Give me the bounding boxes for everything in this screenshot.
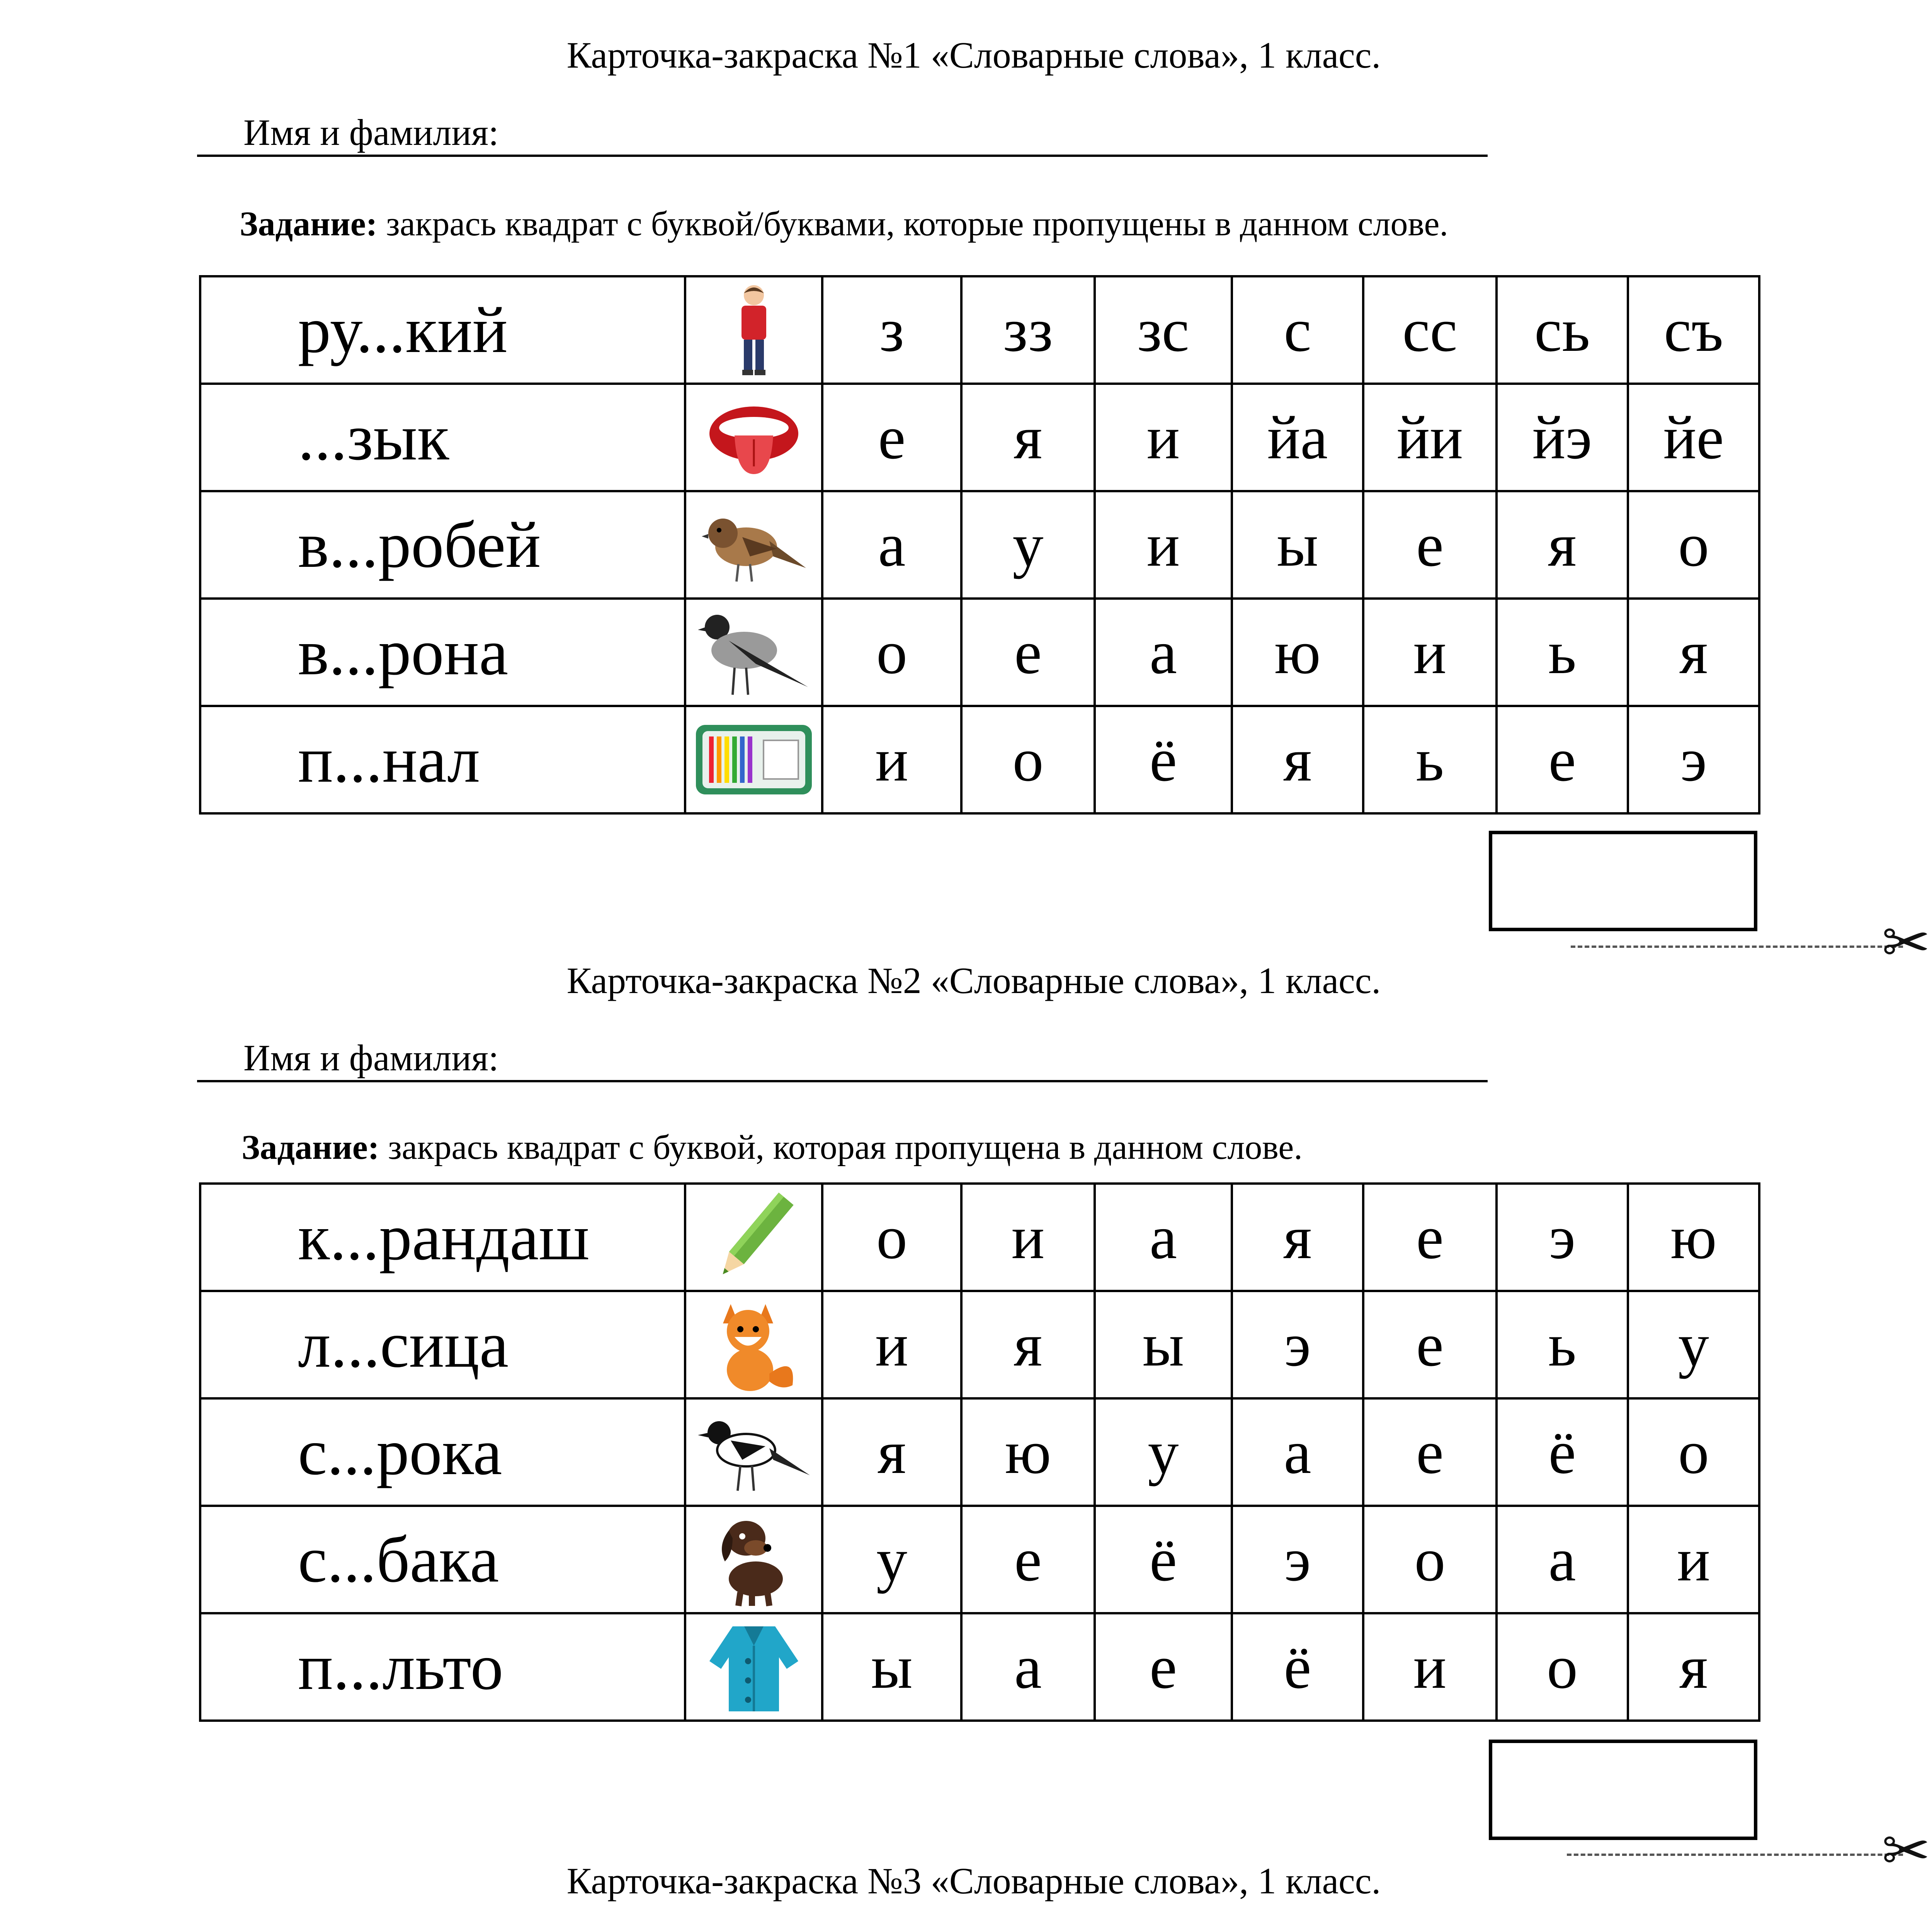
letter-option-cell[interactable]: а [822, 491, 961, 599]
letter-option-cell[interactable]: зз [961, 276, 1095, 384]
card-title: Карточка-закраска №3 «Словарные слова», 1 класс. [566, 1860, 1381, 1901]
letter-option-cell[interactable]: у [961, 491, 1095, 599]
scissors-icon: ✂ [1882, 909, 1930, 976]
letter-option-cell[interactable]: я [1628, 1613, 1759, 1721]
letter-option-cell[interactable]: я [822, 1398, 961, 1506]
letter-option-cell[interactable]: ь [1497, 1291, 1628, 1398]
letter-option-cell[interactable]: е [1095, 1613, 1232, 1721]
task-instruction [240, 207, 1448, 242]
word-table [199, 275, 1760, 815]
letter-option-cell[interactable]: з [822, 276, 961, 384]
pencil-icon [685, 1184, 822, 1291]
letter-option-cell[interactable]: ь [1497, 599, 1628, 706]
word-cell: л...сица [200, 1291, 685, 1398]
table-row [200, 384, 1759, 491]
sparrow-icon [685, 491, 822, 599]
letter-option-cell[interactable]: э [1232, 1291, 1363, 1398]
table-row [200, 276, 1759, 384]
letter-option-cell[interactable]: е [1363, 1184, 1497, 1291]
letter-option-cell[interactable]: ю [961, 1398, 1095, 1506]
cut-line [1567, 1854, 1903, 1856]
letter-option-cell[interactable]: ё [1232, 1613, 1363, 1721]
name-label: Имя и фамилия: [243, 112, 499, 153]
letter-option-cell[interactable]: о [1363, 1506, 1497, 1613]
letter-option-cell[interactable]: у [1628, 1291, 1759, 1398]
task-label: Задание: [240, 205, 378, 243]
letter-option-cell[interactable]: е [961, 599, 1095, 706]
word-cell: с...бака [200, 1506, 685, 1613]
letter-option-cell[interactable]: я [1497, 491, 1628, 599]
boy-icon [685, 276, 822, 384]
task-instruction [242, 1130, 1303, 1165]
letter-option-cell[interactable]: е [1363, 1291, 1497, 1398]
magpie-icon [685, 1398, 822, 1506]
letter-option-cell[interactable]: ё [1095, 706, 1232, 813]
letter-option-cell[interactable]: э [1628, 706, 1759, 813]
table-row [200, 491, 1759, 599]
word-cell: п...льто [200, 1613, 685, 1721]
letter-option-cell[interactable]: я [961, 1291, 1095, 1398]
letter-option-cell[interactable]: с [1232, 276, 1363, 384]
cut-line [1571, 946, 1903, 948]
letter-option-cell[interactable]: о [1628, 491, 1759, 599]
dog-icon [685, 1506, 822, 1613]
letter-option-cell[interactable]: е [961, 1506, 1095, 1613]
task-label: Задание: [242, 1128, 379, 1167]
name-field[interactable] [197, 1039, 1488, 1082]
letter-option-cell[interactable]: йе [1628, 384, 1759, 491]
letter-option-cell[interactable]: у [1095, 1398, 1232, 1506]
letter-option-cell[interactable]: съ [1628, 276, 1759, 384]
word-cell: п...нал [200, 706, 685, 813]
score-box[interactable] [1489, 831, 1757, 931]
pencil-case-icon [685, 706, 822, 813]
letter-option-cell[interactable]: зс [1095, 276, 1232, 384]
letter-option-cell[interactable]: а [1095, 1184, 1232, 1291]
letter-option-cell[interactable]: ё [1497, 1398, 1628, 1506]
letter-option-cell[interactable]: е [822, 384, 961, 491]
letter-option-cell[interactable]: сс [1363, 276, 1497, 384]
letter-option-cell[interactable]: а [1232, 1398, 1363, 1506]
letter-option-cell[interactable]: о [1628, 1398, 1759, 1506]
letter-option-cell[interactable]: я [961, 384, 1095, 491]
score-box[interactable] [1489, 1740, 1757, 1840]
letter-option-cell[interactable]: ы [1232, 491, 1363, 599]
letter-option-cell[interactable]: и [1095, 491, 1232, 599]
name-field[interactable] [197, 114, 1488, 157]
letter-option-cell[interactable]: о [1497, 1613, 1628, 1721]
letter-option-cell[interactable]: ё [1095, 1506, 1232, 1613]
fox-icon [685, 1291, 822, 1398]
letter-option-cell[interactable]: и [1363, 1613, 1497, 1721]
table-row [200, 599, 1759, 706]
letter-option-cell[interactable]: сь [1497, 276, 1628, 384]
word-cell: ру...кий [200, 276, 685, 384]
letter-option-cell[interactable]: я [1232, 706, 1363, 813]
letter-option-cell[interactable]: о [961, 706, 1095, 813]
letter-option-cell[interactable]: и [961, 1184, 1095, 1291]
letter-option-cell[interactable]: я [1628, 599, 1759, 706]
letter-option-cell[interactable]: ы [822, 1613, 961, 1721]
letter-option-cell[interactable]: о [822, 599, 961, 706]
table-row [200, 1291, 1759, 1398]
table-row [200, 1506, 1759, 1613]
letter-option-cell[interactable]: и [1628, 1506, 1759, 1613]
letter-option-cell[interactable]: и [822, 1291, 961, 1398]
letter-option-cell[interactable]: о [822, 1184, 961, 1291]
word-cell: с...рока [200, 1398, 685, 1506]
letter-option-cell[interactable]: ы [1095, 1291, 1232, 1398]
letter-option-cell[interactable]: и [1095, 384, 1232, 491]
word-cell: в...рона [200, 599, 685, 706]
letter-option-cell[interactable]: е [1497, 706, 1628, 813]
letter-option-cell[interactable]: ю [1628, 1184, 1759, 1291]
card-title: Карточка-закраска №2 «Словарные слова», 1 класс. [566, 960, 1381, 1001]
letter-option-cell[interactable]: е [1363, 491, 1497, 599]
letter-option-cell[interactable]: йа [1232, 384, 1363, 491]
letter-option-cell[interactable]: йи [1363, 384, 1497, 491]
word-cell: ...зык [200, 384, 685, 491]
tongue-icon [685, 384, 822, 491]
letter-option-cell[interactable]: е [1363, 1398, 1497, 1506]
task-text: закрась квадрат с буквой, которая пропущена в данном слове. [379, 1128, 1303, 1167]
crow-icon [685, 599, 822, 706]
letter-option-cell[interactable]: йэ [1497, 384, 1628, 491]
name-label: Имя и фамилия: [243, 1037, 499, 1078]
scissors-icon: ✂ [1882, 1817, 1930, 1884]
letter-option-cell[interactable]: я [1232, 1184, 1363, 1291]
letter-option-cell[interactable]: у [822, 1506, 961, 1613]
task-text: закрась квадрат с буквой/буквами, которые пропущены в данном слове. [377, 205, 1448, 243]
word-table [199, 1182, 1760, 1722]
letter-option-cell[interactable]: и [1363, 599, 1497, 706]
table-row [200, 1613, 1759, 1721]
letter-option-cell[interactable]: э [1497, 1184, 1628, 1291]
letter-option-cell[interactable]: а [1095, 599, 1232, 706]
letter-option-cell[interactable]: а [961, 1613, 1095, 1721]
table-row [200, 1184, 1759, 1291]
table-row [200, 706, 1759, 813]
letter-option-cell[interactable]: э [1232, 1506, 1363, 1613]
card-title: Карточка-закраска №1 «Словарные слова», 1 класс. [566, 34, 1381, 76]
letter-option-cell[interactable]: ь [1363, 706, 1497, 813]
table-row [200, 1398, 1759, 1506]
letter-option-cell[interactable]: а [1497, 1506, 1628, 1613]
coat-icon [685, 1613, 822, 1721]
word-cell: в...робей [200, 491, 685, 599]
letter-option-cell[interactable]: ю [1232, 599, 1363, 706]
word-cell: к...рандаш [200, 1184, 685, 1291]
letter-option-cell[interactable]: и [822, 706, 961, 813]
